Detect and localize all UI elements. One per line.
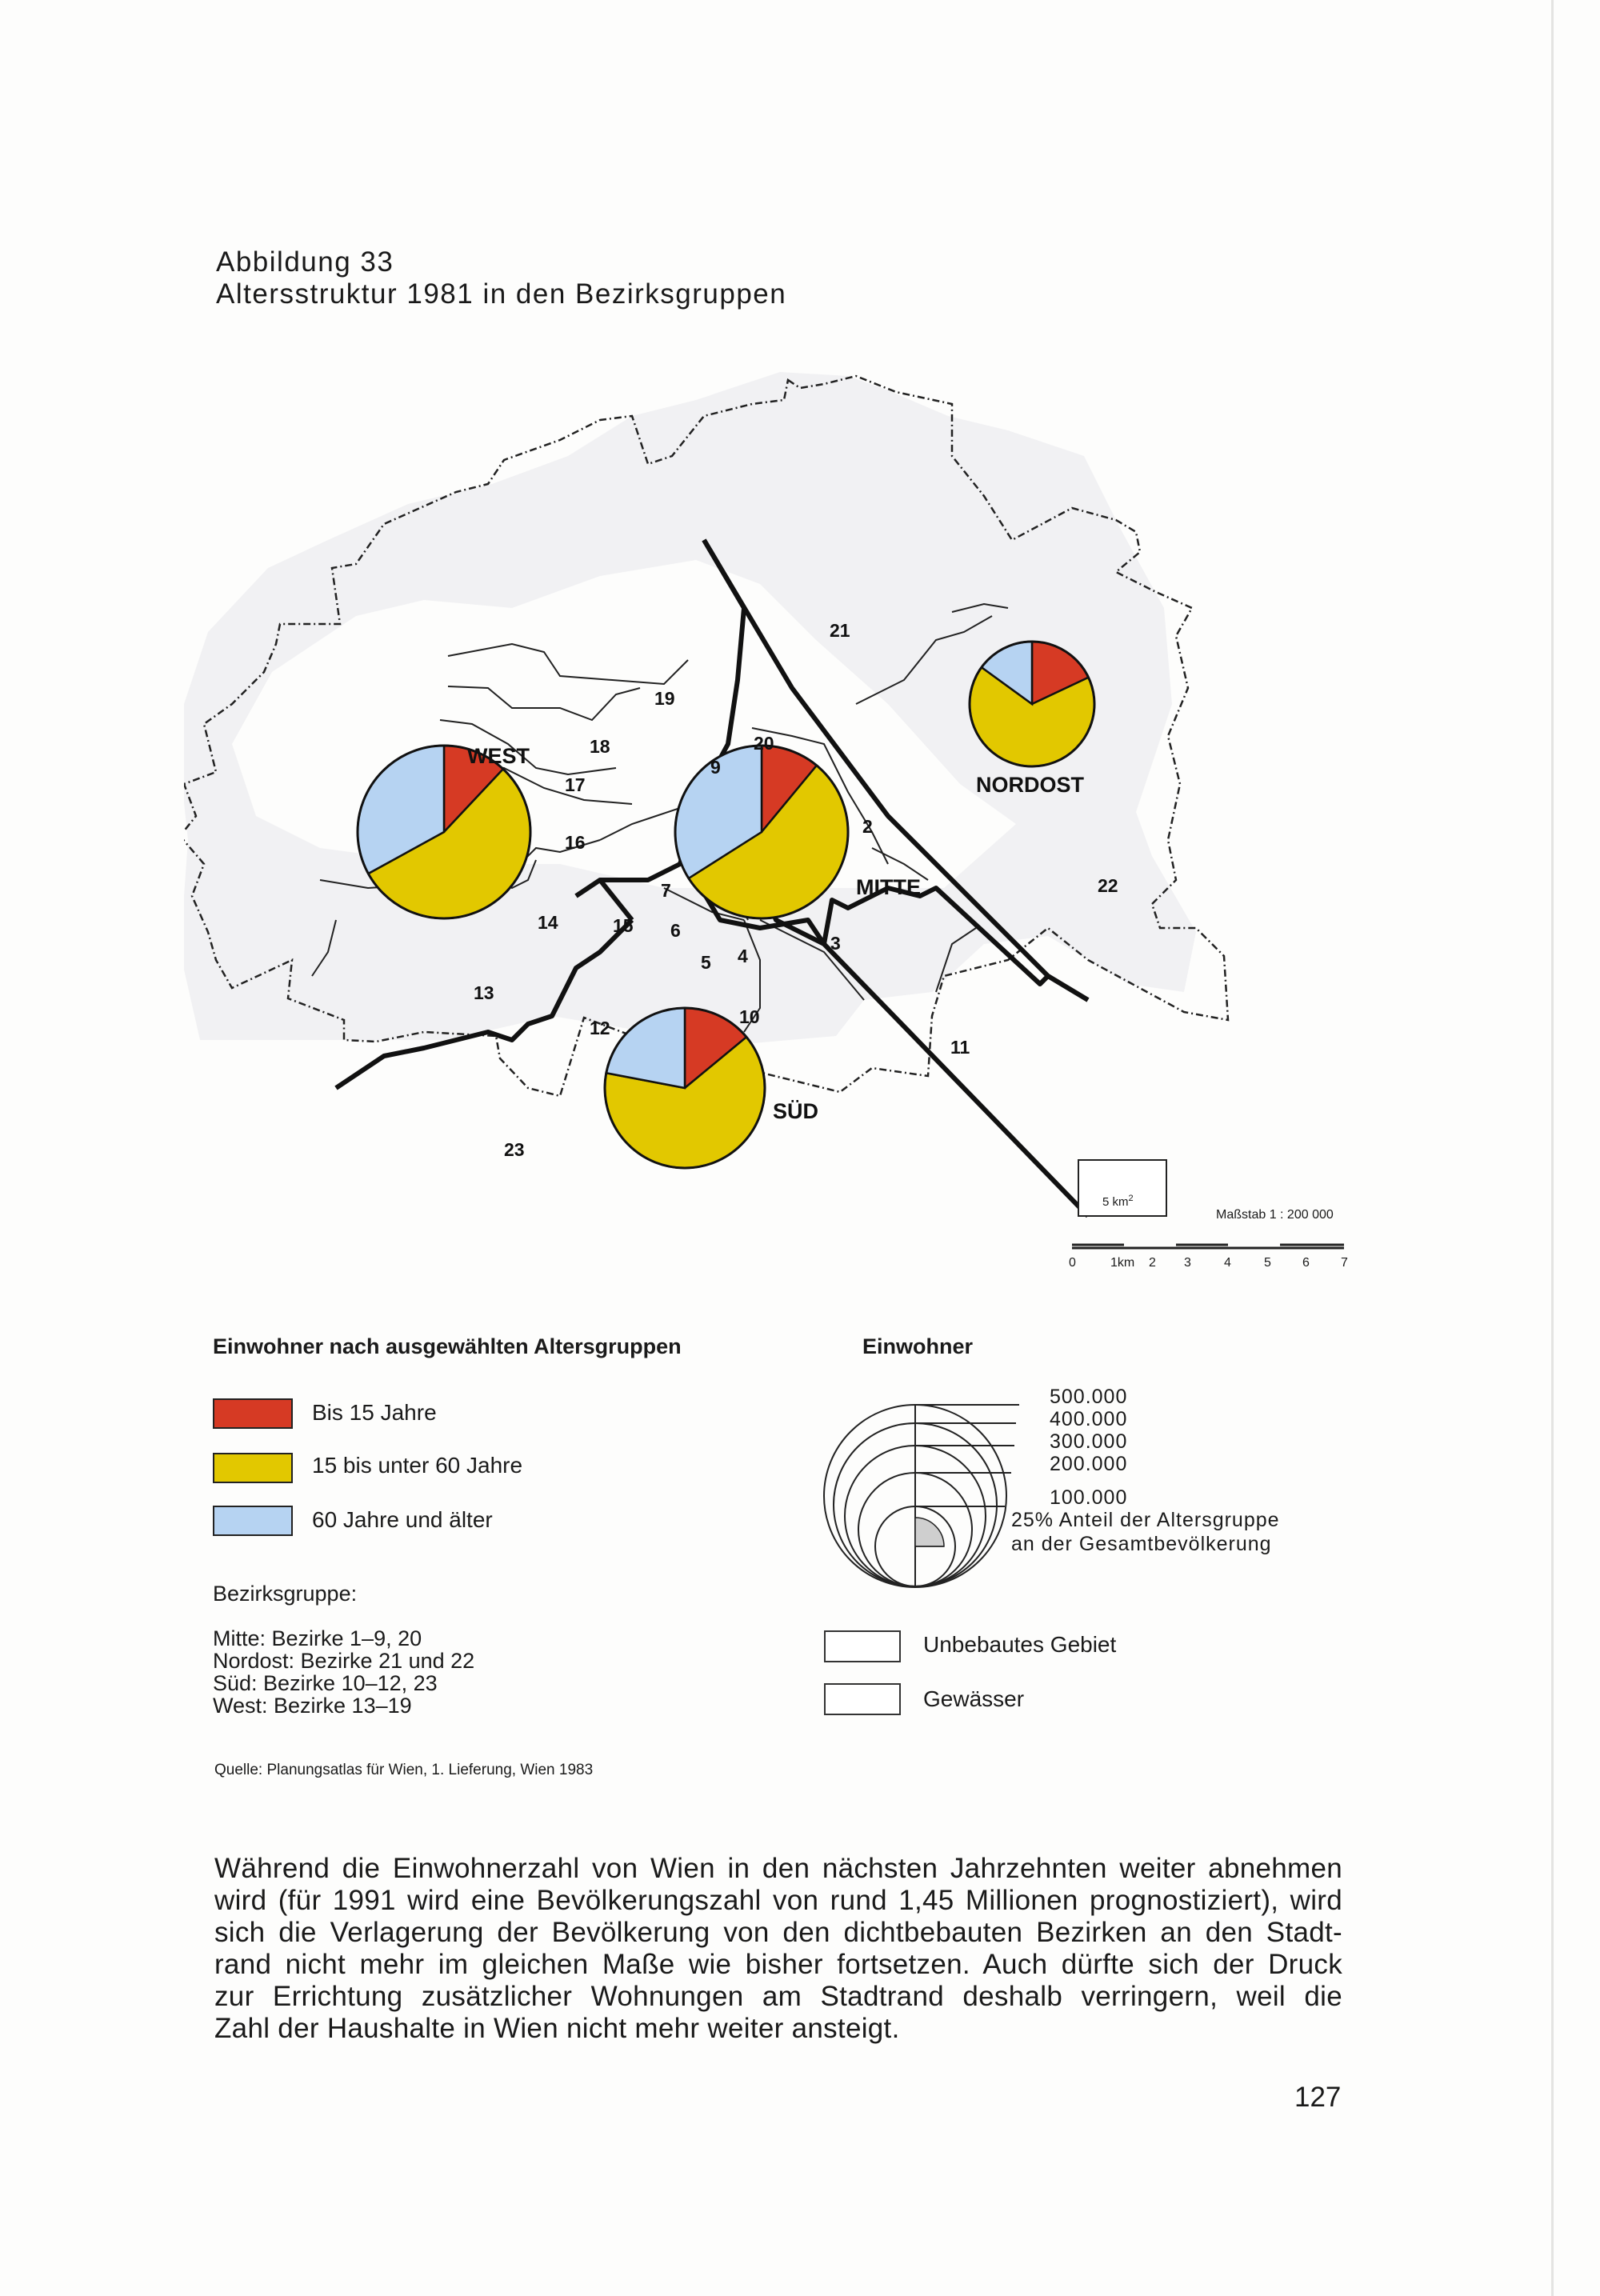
legend-label-15-60: 15 bis unter 60 Jahre: [312, 1453, 523, 1478]
scale-tick-4: 4: [1224, 1256, 1231, 1270]
district-label-14: 14: [538, 912, 558, 933]
district-label-3: 3: [830, 933, 841, 954]
group-line-west: West: Bezirke 13–19: [213, 1694, 412, 1718]
district-label-5: 5: [701, 952, 711, 973]
swatch-15-60: [213, 1453, 293, 1483]
district-label-6: 6: [670, 920, 681, 941]
district-label-17: 17: [565, 774, 586, 795]
district-label-4: 4: [738, 946, 748, 966]
page-number: 127: [1294, 2082, 1342, 2113]
circle-value-500000: 500.000: [1050, 1386, 1128, 1408]
scale-tick-0: 0: [1069, 1256, 1076, 1270]
swatch-unbebautes-gebiet: [824, 1630, 901, 1662]
area-label-gewaesser: Gewässer: [923, 1686, 1025, 1711]
group-line-mitte: Mitte: Bezirke 1–9, 20: [213, 1626, 422, 1650]
district-label-15: 15: [613, 915, 634, 936]
swatch-60-plus: [213, 1506, 293, 1536]
district-label-23: 23: [504, 1139, 525, 1160]
district-label-2: 2: [862, 816, 873, 837]
district-label-10: 10: [739, 1006, 760, 1027]
circle-size-legend: [816, 1384, 1048, 1592]
area-scale-superscript: 2: [1128, 1194, 1134, 1203]
legend-label-60-plus: 60 Jahre und älter: [312, 1507, 493, 1532]
district-label-13: 13: [474, 982, 494, 1003]
body-line: Während die Einwohnerzahl von Wien in den nächsten Jahrzehnten weiter abnehmen: [214, 1853, 1342, 1884]
share-note-line-2: an der Gesamtbevölkerung: [1011, 1533, 1272, 1555]
scale-tick-2: 2: [1149, 1256, 1156, 1270]
circle-value-100000: 100.000: [1050, 1486, 1128, 1509]
scale-tick-5: 5: [1264, 1256, 1271, 1270]
group-label-sued: SÜD: [773, 1099, 819, 1123]
scale-tick-1: 1km: [1110, 1256, 1135, 1270]
area-scale-text: 5 km: [1102, 1195, 1129, 1209]
district-label-7: 7: [661, 880, 671, 901]
body-line: sich die Verlagerung der Bevölkerung von den dichtbebauten Bezirken an den Stadt-: [214, 1917, 1342, 1948]
legend-label-bis-15: Bis 15 Jahre: [312, 1400, 437, 1425]
body-line: Zahl der Haushalte in Wien nicht mehr weiter ansteigt.: [214, 2013, 900, 2044]
district-label-12: 12: [590, 1018, 610, 1038]
body-paragraph: [214, 1853, 1342, 2045]
district-label-11: 11: [950, 1037, 970, 1058]
group-line-nordost: Nordost: Bezirke 21 und 22: [213, 1649, 475, 1673]
group-heading: Bezirksgruppe:: [213, 1582, 358, 1606]
group-line-sued: Süd: Bezirke 10–12, 23: [213, 1671, 438, 1695]
circle-value-300000: 300.000: [1050, 1430, 1128, 1453]
group-label-mitte: MITTE: [856, 875, 921, 899]
swatch-bis-15: [213, 1398, 293, 1429]
page-binding-edge: [1551, 0, 1554, 2296]
group-label-west: WEST: [467, 744, 530, 768]
scale-tick-7: 7: [1341, 1256, 1348, 1270]
district-label-18: 18: [590, 736, 610, 757]
circles-heading: Einwohner: [862, 1334, 974, 1358]
body-line: rand nicht mehr im gleichen Maße wie bisher fortsetzen. Auch dürfte sich der Druck: [214, 1949, 1342, 1980]
district-label-20: 20: [754, 733, 774, 754]
vienna-district-map: [184, 368, 1384, 1280]
body-line: wird (für 1991 wird eine Bevölkerungszahl von rund 1,45 Millionen prognostiziert), wird: [214, 1885, 1342, 1916]
scale-tick-3: 3: [1184, 1256, 1191, 1270]
scale-tick-6: 6: [1302, 1256, 1310, 1270]
district-label-19: 19: [654, 688, 675, 709]
district-label-21: 21: [830, 620, 850, 641]
area-label-unbebaut: Unbebautes Gebiet: [923, 1632, 1117, 1657]
source-note: Quelle: Planungsatlas für Wien, 1. Lieferung, Wien 1983: [214, 1762, 594, 1778]
circle-value-400000: 400.000: [1050, 1408, 1128, 1430]
district-label-22: 22: [1098, 875, 1118, 896]
district-label-16: 16: [565, 832, 586, 853]
district-label-9: 9: [710, 757, 721, 778]
body-line: zur Errichtung zusätzlicher Wohnungen am Stadtrand deshalb verringern, weil die: [214, 1981, 1342, 2012]
scale-title: Maßstab 1 : 200 000: [1216, 1208, 1334, 1222]
legend-heading: Einwohner nach ausgewählten Altersgruppen: [213, 1334, 682, 1358]
quarter-share-wedge: [915, 1518, 944, 1546]
circle-value-200000: 200.000: [1050, 1453, 1128, 1475]
map-svg: [184, 368, 1384, 1280]
group-label-nordost: NORDOST: [976, 773, 1084, 797]
figure-title: Altersstruktur 1981 in den Bezirksgruppen: [216, 278, 787, 310]
area-scale-label: [1102, 1194, 1134, 1209]
swatch-gewaesser: [824, 1683, 901, 1715]
share-note-line-1: 25% Anteil der Altersgruppe: [1011, 1509, 1280, 1531]
figure-number: Abbildung 33: [216, 246, 394, 278]
